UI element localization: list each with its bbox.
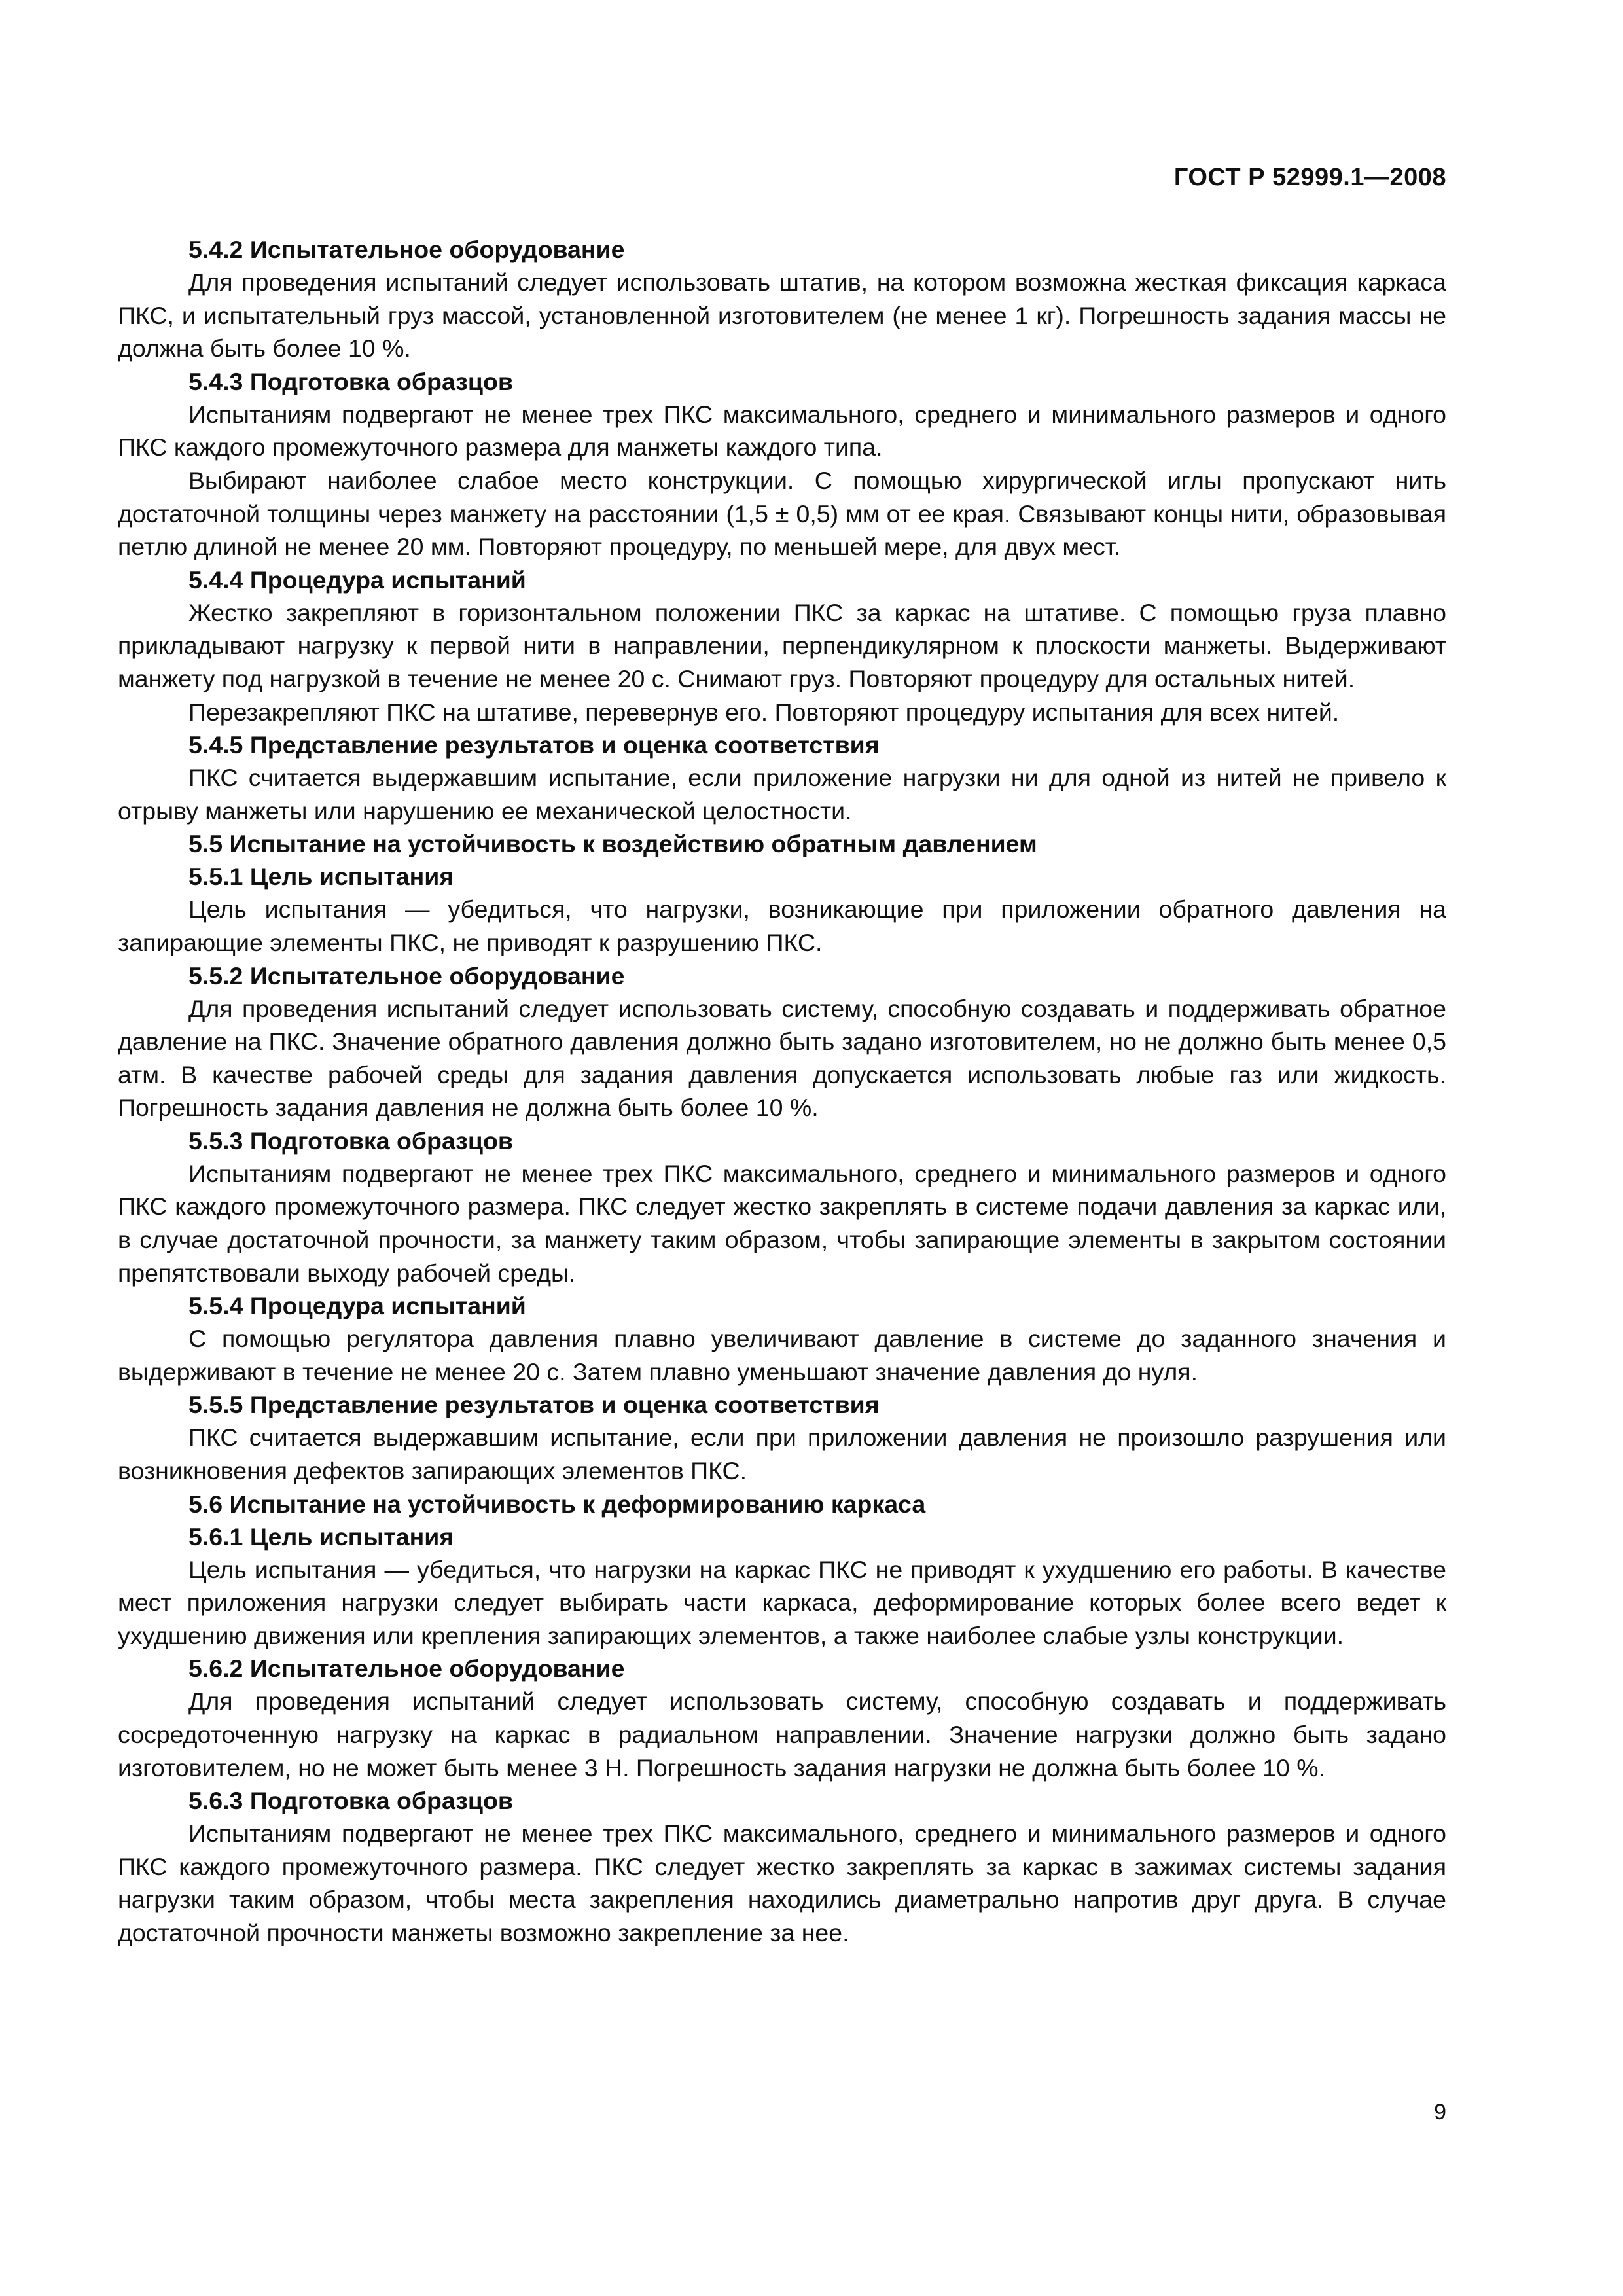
page-number: 9 — [1434, 2100, 1446, 2125]
body-paragraph: С помощью регулятора давления плавно увеличивают давление в системе до заданного значения и выдерживают в течение не менее 20 с. Затем плавно уменьшают значение давления до нуля. — [118, 1325, 1446, 1386]
section-heading: 5.5.5 Представление результатов и оценка соответствия — [188, 1391, 880, 1419]
section-heading: 5.6 Испытание на устойчивость к деформированию каркаса — [188, 1490, 926, 1518]
body-paragraph: ПКС считается выдержавшим испытание, если при приложении давления не произошло разрушения или возникновения дефектов запирающих элементов ПКС. — [118, 1424, 1446, 1485]
body-paragraph: Перезакрепляют ПКС на штативе, перевернув его. Повторяют процедуру испытания для всех нитей. — [188, 698, 1340, 726]
section-heading: 5.4.3 Подготовка образцов — [188, 367, 513, 395]
body-paragraph: Цель испытания — убедиться, что нагрузки на каркас ПКС не приводят к ухудшению его работы. В качестве мест приложения нагрузки следует выбирать части каркаса, деформирование которых более всего ведет к ухудшению движения или крепления запирающих элементов, а также наиболее слабые узлы конструкции. — [118, 1555, 1446, 1649]
section-heading: 5.4.4 Процедура испытаний — [188, 565, 526, 594]
section-heading: 5.5.4 Процедура испытаний — [188, 1292, 526, 1320]
section-heading: 5.4.5 Представление результатов и оценка соответствия — [188, 731, 880, 759]
section-heading: 5.5.3 Подготовка образцов — [188, 1126, 513, 1155]
body-paragraph: Выбирают наиболее слабое место конструкции. С помощью хирургической иглы пропускают нить достаточной толщины через манжету на расстоянии (1,5 ± 0,5) мм от ее края. Связывают концы нити, образовывая петлю длиной не менее 20 мм. Повторяют процедуру, по меньшей мере, для двух мест. — [118, 466, 1446, 561]
section-heading: 5.5 Испытание на устойчивость к воздействию обратным давлением — [188, 830, 1037, 858]
body-paragraph: Испытаниям подвергают не менее трех ПКС максимального, среднего и минимального размеров и одного ПКС каждого промежуточного размера. ПКС следует жестко закреплять за каркас в зажимах системы задания нагрузки таким образом, чтобы места закрепления находились диаметрально напротив друг друга. В случае достаточной прочности манжеты возможно закрепление за нее. — [118, 1820, 1446, 1946]
document-code: ГОСТ Р 52999.1—2008 — [1173, 164, 1446, 191]
section-heading: 5.6.1 Цель испытания — [188, 1522, 454, 1551]
section-heading: 5.4.2 Испытательное оборудование — [188, 236, 625, 263]
section-heading: 5.5.2 Испытательное оборудование — [188, 961, 625, 990]
body-paragraph: Испытаниям подвергают не менее трех ПКС максимального, среднего и минимального размеров и одного ПКС каждого промежуточного размера для манжеты каждого типа. — [118, 400, 1446, 461]
body-paragraph: Испытаниям подвергают не менее трех ПКС максимального, среднего и минимального размеров и одного ПКС каждого промежуточного размера. ПКС следует жестко закреплять в системе подачи давления за каркас или, в случае достаточной прочности, за манжету таким образом, чтобы запирающие элементы в закрытом состоянии препятствовали выходу рабочей среды. — [118, 1159, 1446, 1287]
section-heading: 5.6.2 Испытательное оборудование — [188, 1655, 625, 1683]
body-paragraph: Жестко закрепляют в горизонтальном положении ПКС за каркас на штативе. С помощью груза плавно прикладывают нагрузку к первой нити в направлении, перпендикулярном к плоскости манжеты. Выдерживают манжету под нагрузкой в течение не менее 20 с. Снимают груз. Повторяют процедуру для остальных нитей. — [118, 598, 1446, 692]
document-body — [118, 233, 1446, 1950]
body-paragraph: Для проведения испытаний следует использовать систему, способную создавать и поддерживать обратное давление на ПКС. Значение обратного давления должно быть задано изготовителем, но не должно быть менее 0,5 атм. В качестве рабочей среды для задания давления допускается использовать любые газ или жидкость. Погрешность задания давления не должна быть более 10 %. — [118, 994, 1446, 1122]
body-paragraph: ПКС считается выдержавшим испытание, если приложение нагрузки ни для одной из нитей не привело к отрыву манжеты или нарушению ее механической целостности. — [118, 764, 1446, 825]
body-paragraph: Цель испытания — убедиться, что нагрузки, возникающие при приложении обратного давления на запирающие элементы ПКС, не приводят к разрушению ПКС. — [118, 895, 1446, 956]
body-paragraph: Для проведения испытаний следует использовать систему, способную создавать и поддерживать сосредоточенную нагрузку на каркас в радиальном направлении. Значение нагрузки должно быть задано изготовителем, но не может быть менее 3 Н. Погрешность задания нагрузки не должна быть более 10 %. — [118, 1687, 1446, 1782]
body-paragraph: Для проведения испытаний следует использовать штатив, на котором возможна жесткая фиксация каркаса ПКС, и испытательный груз массой, установленной изготовителем (не менее 1 кг). Погрешность задания массы не должна быть более 10 %. — [118, 268, 1446, 363]
section-heading: 5.6.3 Подготовка образцов — [188, 1787, 513, 1815]
section-heading: 5.5.1 Цель испытания — [188, 863, 454, 891]
